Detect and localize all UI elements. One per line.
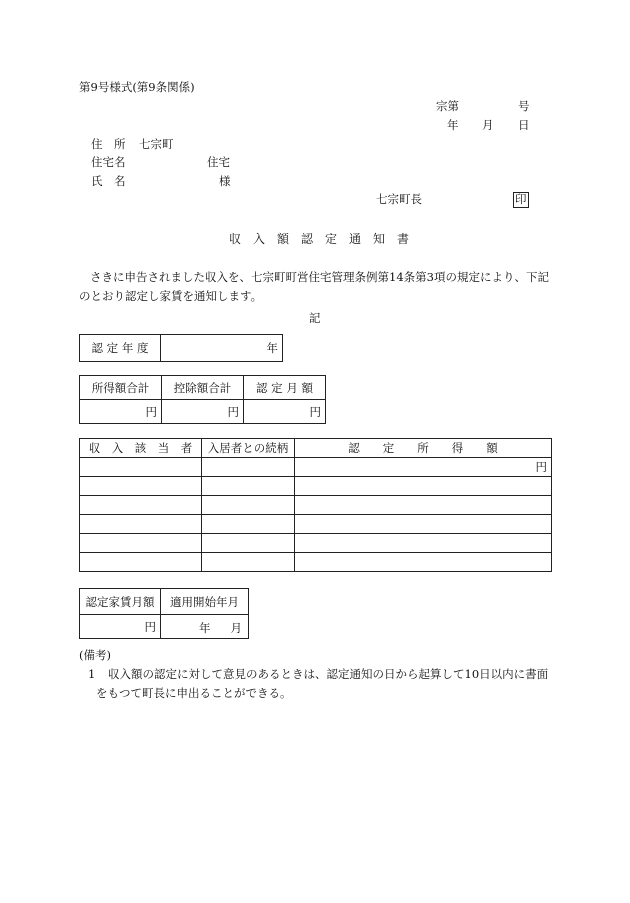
relationship-cell (202, 496, 295, 515)
rent-table (79, 588, 249, 639)
income-holders-table (79, 438, 552, 572)
certified-income-cell (295, 534, 552, 553)
relationship-header: 入居者との続柄 (202, 439, 295, 458)
relationship-cell (202, 477, 295, 496)
table-row (80, 534, 552, 553)
start-year-unit: 年 (199, 621, 211, 635)
start-month-unit: 月 (230, 621, 242, 635)
certified-rent-header: 認定家賃月額 (80, 589, 161, 615)
remarks-item-text: 収入額の認定に対して意見のあるときは、認定通知の日から起算して10日以内に書面をもつて町長に申出ることができる。 (96, 667, 549, 700)
income-holder-cell (80, 534, 202, 553)
date-month: 月 (482, 118, 494, 132)
certified-income-cell (295, 496, 552, 515)
date-year: 年 (447, 118, 459, 132)
certified-rent-unit: 円 (80, 615, 161, 639)
name-label: 氏 名 (91, 174, 126, 188)
table-row (80, 553, 552, 572)
certified-income-cell (295, 477, 552, 496)
income-holder-cell (80, 553, 202, 572)
deduction-total-header: 控除額合計 (162, 376, 244, 400)
relationship-cell (202, 553, 295, 572)
table-row (80, 477, 552, 496)
remarks-item-number: 1 (88, 667, 96, 681)
date-day: 日 (518, 118, 530, 132)
doc-no-suffix: 号 (518, 99, 530, 113)
housing-label: 住宅名 (91, 155, 126, 169)
address-value: 七宗町 (139, 137, 174, 151)
document-title: 収 入 額 認 定 通 知 書 (229, 232, 410, 246)
certified-income-cell (295, 553, 552, 572)
monthly-amount-header: 認 定 月 額 (244, 376, 326, 400)
certified-income-unit: 円 (295, 458, 552, 477)
housing-suffix: 住宅 (207, 155, 230, 169)
relationship-cell (202, 534, 295, 553)
start-month-cell (161, 615, 249, 639)
relationship-cell (202, 458, 295, 477)
income-total-header: 所得額合計 (80, 376, 162, 400)
relationship-cell (202, 515, 295, 534)
deduction-total-unit: 円 (162, 400, 244, 424)
income-holder-header: 収 入 該 当 者 (80, 439, 202, 458)
form-label: 第9号様式(第9条関係) (79, 80, 195, 94)
fiscal-year-unit: 年 (161, 335, 283, 362)
certified-income-header: 認 定 所 得 額 (295, 439, 552, 458)
doc-no-prefix: 宗第 (436, 99, 459, 113)
table-row (80, 515, 552, 534)
start-month-header: 適用開始年月 (161, 589, 249, 615)
income-total-unit: 円 (80, 400, 162, 424)
ki-mark: 記 (309, 311, 321, 325)
name-suffix: 様 (219, 174, 231, 188)
income-holder-cell (80, 496, 202, 515)
fiscal-year-table (79, 334, 283, 362)
seal-mark: 印 (515, 192, 527, 206)
income-holder-cell (80, 477, 202, 496)
remarks-heading: (備考) (79, 648, 111, 662)
income-holder-cell (80, 515, 202, 534)
table-row (80, 458, 552, 477)
certified-income-cell (295, 515, 552, 534)
address-label: 住 所 (91, 137, 126, 151)
issuer-title: 七宗町長 (376, 192, 422, 206)
body-text: さきに申告されました収入を、七宗町町営住宅管理条例第14条第3項の規定により、下記のとおり認定し家賃を通知します。 (79, 270, 549, 303)
income-holder-cell (80, 458, 202, 477)
amount-summary-table (79, 375, 326, 424)
fiscal-year-label: 認 定 年 度 (80, 335, 161, 362)
monthly-amount-unit: 円 (244, 400, 326, 424)
table-row (80, 496, 552, 515)
